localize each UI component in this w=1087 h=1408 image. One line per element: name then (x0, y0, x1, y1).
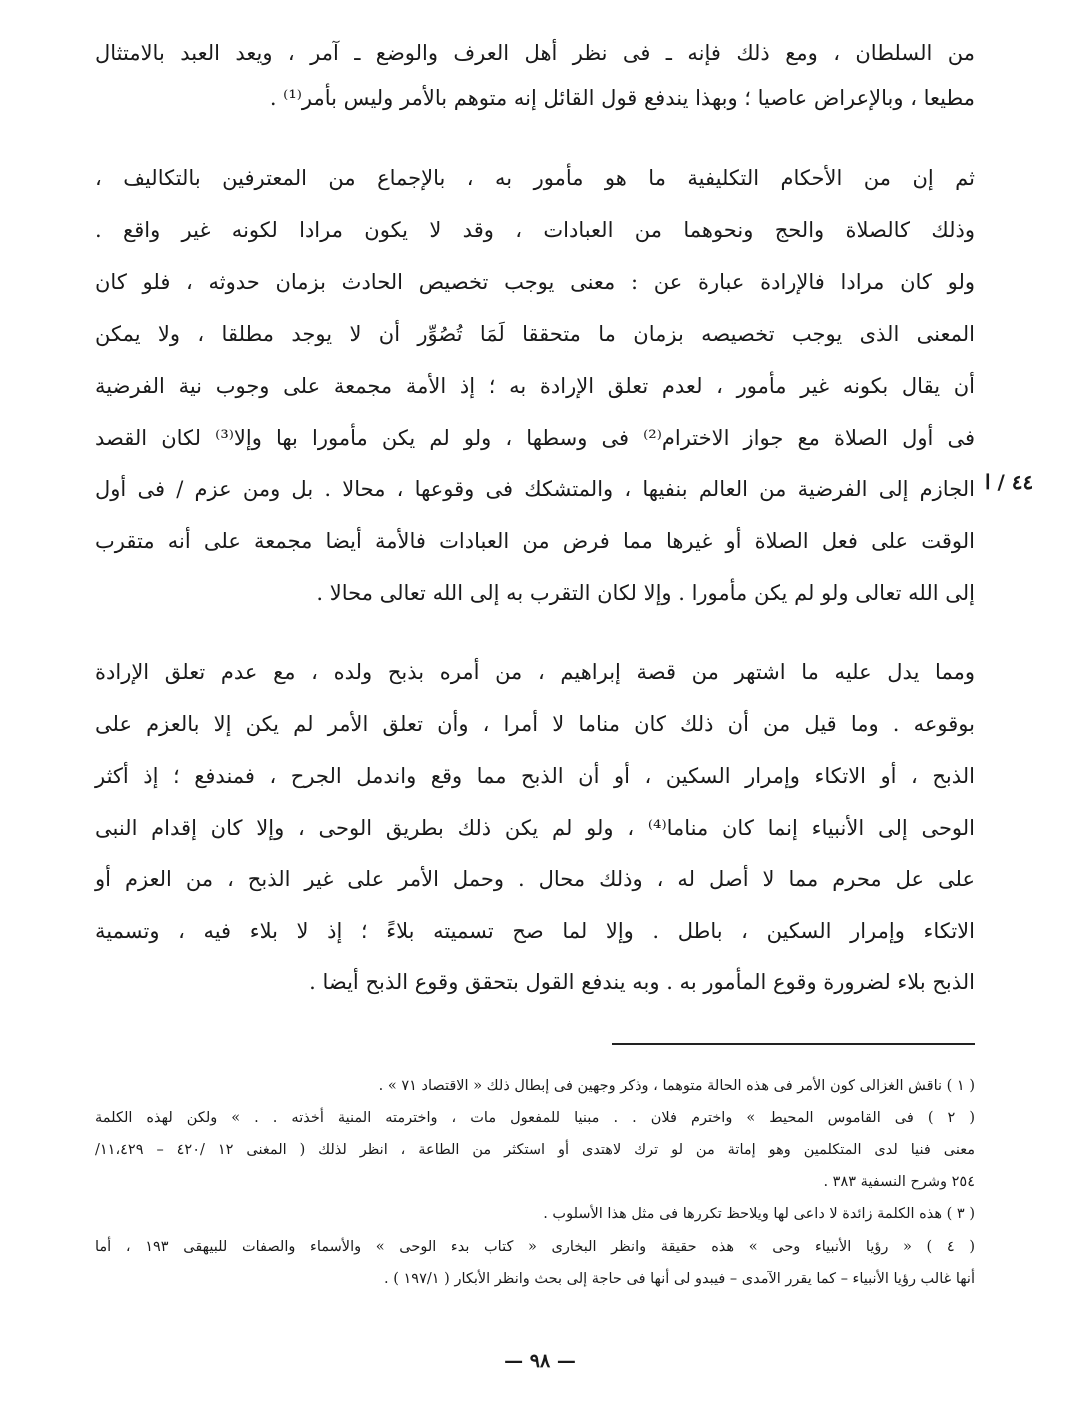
footnote-2-cont: ٢٥٤ وشرح النسفية ٣٨٣ . (823, 1174, 975, 1190)
page-number: — ٩٨ — (504, 1350, 576, 1372)
body-line: فى أول الصلاة مع جواز الاخترام⁽²⁾ فى وسطها ، ولو لم يكن مأمورا بها وإلا⁽³⁾ لكان القصد (95, 426, 975, 450)
footnote-4: ( ٤ ) « رؤيا الأنبياء وحى » هذه حقيقة وانظر البخارى « كتاب بدء الوحى » والأسماء والصفات للبيهقى ١٩٣ ، أما (95, 1239, 975, 1255)
body-line: إلى الله تعالى ولو لم يكن مأمورا . وإلا لكان التقرب به إلى الله تعالى محالا . (316, 581, 975, 605)
body-line: بوقوعه . وما قيل من أن ذلك كان مناما لا أمرا ، وأن تعلق الأمر لم يكن إلا بالعزم على (95, 712, 975, 736)
body-line: ثم إن من الأحكام التكليفية ما هو مأمور به ، بالإجماع من المعترفين بالتكاليف ، (95, 166, 975, 190)
body-line: على عل محرم مما لا أصل له ، وذلك محال . وحمل الأمر على غير الذبح ، من العزم أو (95, 867, 975, 891)
body-line: الوقت على فعل الصلاة أو غيرها مما فرض من العبادات فالأمة أيضا مجمعة على أنه متقرب (95, 529, 975, 553)
body-line: الذبح بلاء لضرورة وقوع المأمور به . وبه يندفع القول بتحقق وقوع الذبح أيضا . (309, 970, 975, 994)
body-line: مطيعا ، وبالإعراض عاصيا ؛ وبهذا يندفع قول القائل إنه متوهم بالأمر وليس بأمر⁽¹⁾ . (269, 86, 975, 110)
body-line: المعنى الذى يوجب تخصيصه بزمان ما متحققا لَمَا تُصُوِّر أن لا يوجد مطلقا ، ولا يمكن (95, 322, 975, 346)
margin-folio-note: ٤٤ / ا (985, 470, 1034, 494)
footnote-1: ( ١ ) ناقش الغزالى كون الأمر فى هذه الحالة متوهما ، وذكر وجهين فى إبطال ذلك « الاقتصاد ٧١ » . (378, 1078, 975, 1094)
footnote-4-cont: أنها غالب رؤيا الأنبياء – كما يقرر الآمدى – فيبدو لى أنها فى حاجة إلى بحث وانظر الأبكار ( ١٩٧/١ ) . (384, 1271, 975, 1287)
footnote-2: ( ٢ ) فى القاموس المحيط » واخترم فلان . . مبنيا للمفعول مات ، واخترمته المنية أخذته . . » ولكن لهذه الكلمة (95, 1110, 975, 1126)
footnote-separator (612, 1043, 975, 1045)
footnote-3: ( ٣ ) هذه الكلمة زائدة لا داعى لها ويلاحظ تكررها فى مثل هذا الأسلوب . (543, 1206, 975, 1222)
footnote-2-cont: معنى فنيا لدى المتكلمين وهو إماتة من لو ترك لاهتدى أو استكثر من الطاعة ، انظر لذلك ( المغنى ١٢ /٤٢٠ – ١١،٤٢٩/ (95, 1142, 976, 1158)
body-line: الاتكاء وإمرار السكين ، باطل . وإلا لما صح تسميته بلاءً ؛ إذ لا بلاء فيه ، وتسمية (95, 919, 975, 943)
body-line: أن يقال بكونه غير مأمور ، لعدم تعلق الإرادة به ؛ إذ الأمة مجمعة على وجوب نية الفرضية (95, 374, 975, 398)
body-line: ولو كان مرادا فالإرادة عبارة عن : معنى يوجب تخصيص الحادث بزمان حدوثه ، فلو كان (95, 270, 975, 294)
body-line: الوحى إلى الأنبياء إنما كان مناما⁽⁴⁾ ، ولو لم يكن ذلك بطريق الوحى ، وإلا كان إقدام النبى (95, 816, 976, 840)
body-line: من السلطان ، ومع ذلك فإنه ـ فى نظر أهل العرف والوضع ـ آمر ، ويعد العبد بالامتثال (95, 41, 975, 65)
body-line: وذلك كالصلاة والحج ونحوهما من العبادات ، وقد لا يكون مرادا لكونه غير واقع . (95, 218, 975, 242)
body-line: الذبح ، أو الاتكاء وإمرار السكين ، أو أن الذبح مما وقع واندمل الجرح ، فمندفع ؛ إذ أكثر (95, 764, 975, 788)
body-line: الجازم إلى الفرضية من العالم بنفيها ، والمتشكك فى وقوعها ، محالا . بل ومن عزم / فى أول (95, 477, 975, 501)
body-line: ومما يدل عليه ما اشتهر من قصة إبراهيم ، من أمره بذبح ولده ، مع عدم تعلق الإرادة (95, 660, 975, 684)
